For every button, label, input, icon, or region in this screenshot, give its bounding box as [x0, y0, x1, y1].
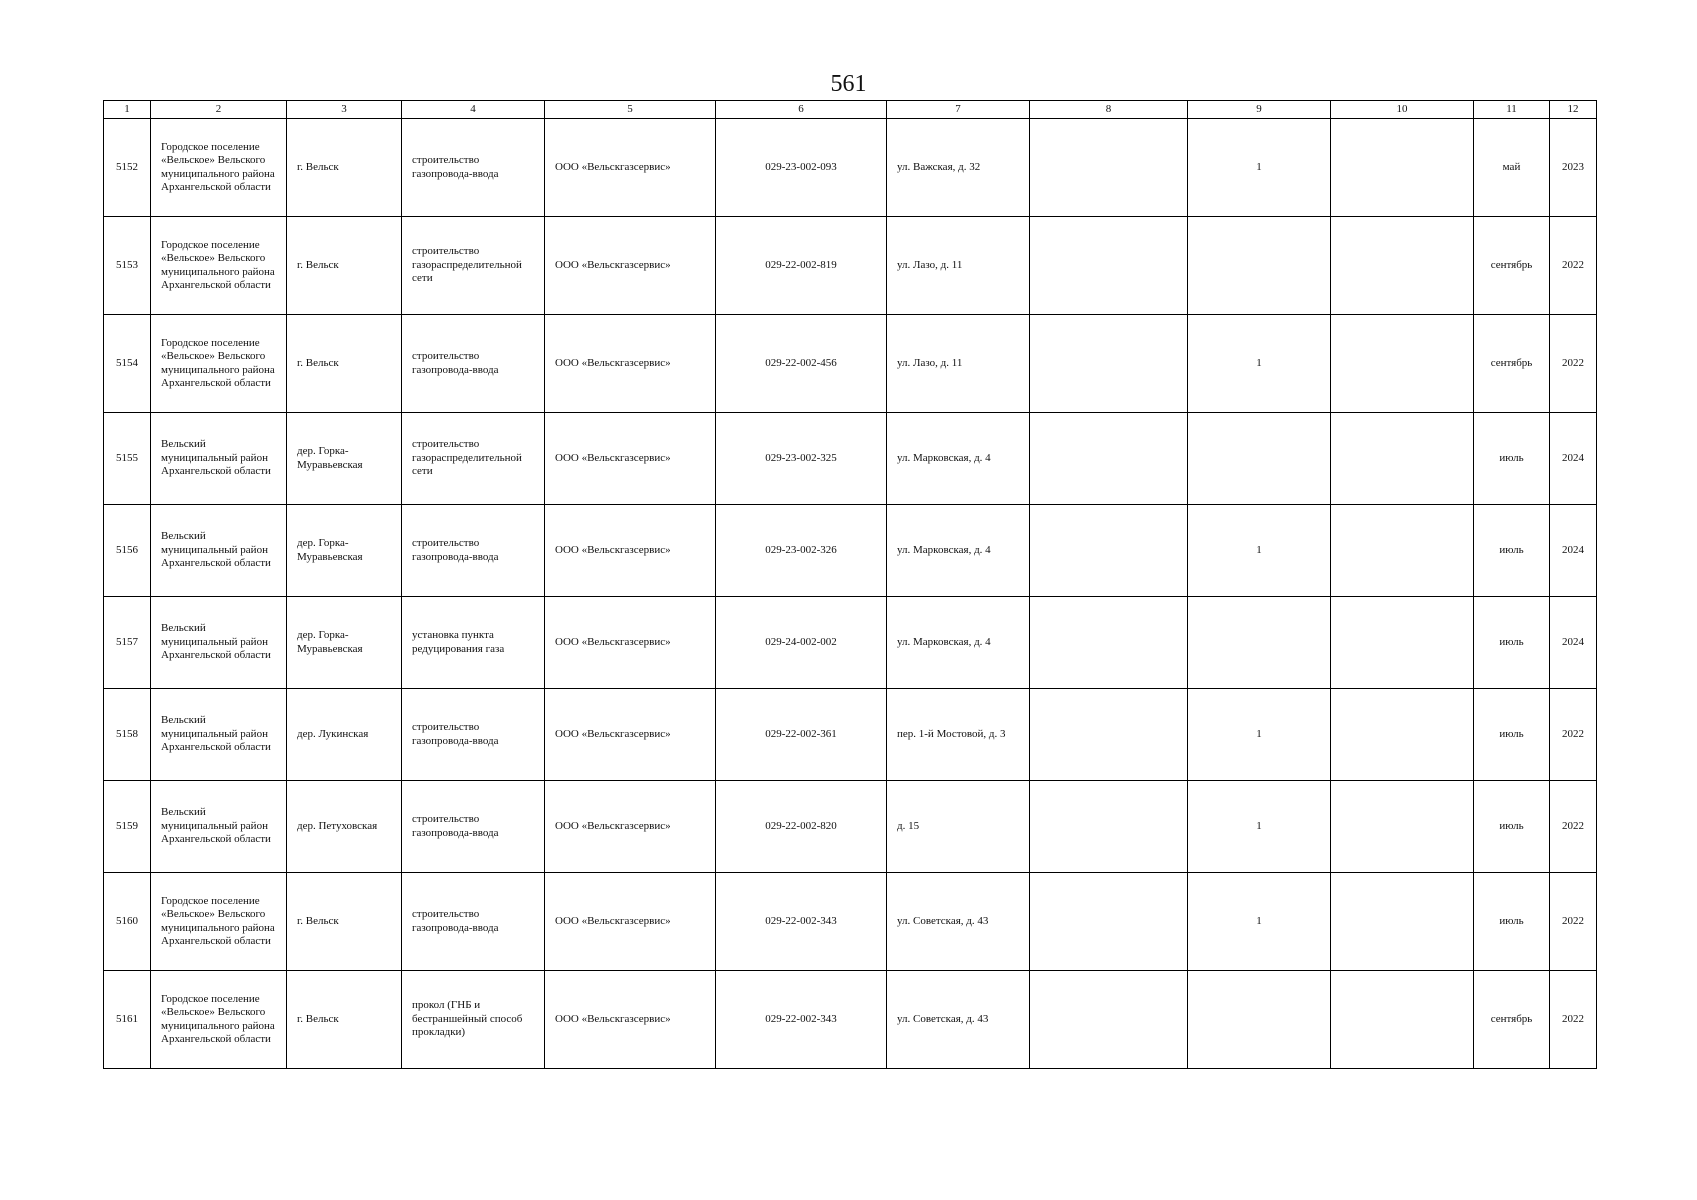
table-row [104, 119, 1597, 217]
cell-col-10 [1331, 413, 1474, 505]
cell-locality: г. Вельск [287, 971, 402, 1069]
cell-region: Городское поселение «Вельское» Вельского муниципального района Архангельской области [151, 873, 287, 971]
cell-organization: ООО «Вельскгазсервис» [545, 413, 716, 505]
cell-code: 029-22-002-361 [716, 689, 887, 781]
cell-work-type: прокол (ГНБ и бестраншейный способ прокладки) [402, 971, 545, 1069]
cell-locality: г. Вельск [287, 315, 402, 413]
cell-code: 029-22-002-819 [716, 217, 887, 315]
cell-region: Городское поселение «Вельское» Вельского муниципального района Архангельской области [151, 119, 287, 217]
cell-code: 029-22-002-343 [716, 971, 887, 1069]
cell-number: 5157 [104, 597, 151, 689]
cell-number: 5159 [104, 781, 151, 873]
cell-col-10 [1331, 971, 1474, 1069]
cell-organization: ООО «Вельскгазсервис» [545, 873, 716, 971]
table-row [104, 873, 1597, 971]
cell-address: ул. Советская, д. 43 [887, 971, 1030, 1069]
cell-col-8 [1030, 971, 1188, 1069]
header-cell: 9 [1188, 101, 1331, 119]
header-cell: 4 [402, 101, 545, 119]
cell-number: 5158 [104, 689, 151, 781]
cell-code: 029-23-002-093 [716, 119, 887, 217]
cell-month: июль [1474, 873, 1550, 971]
cell-code: 029-23-002-326 [716, 505, 887, 597]
cell-col-8 [1030, 597, 1188, 689]
table-header [104, 101, 1597, 119]
cell-month: июль [1474, 689, 1550, 781]
cell-work-type: установка пункта редуцирования газа [402, 597, 545, 689]
cell-code: 029-23-002-325 [716, 413, 887, 505]
cell-month: июль [1474, 781, 1550, 873]
cell-col-8 [1030, 781, 1188, 873]
cell-col-9: 1 [1188, 873, 1331, 971]
cell-col-9 [1188, 217, 1331, 315]
cell-month: сентябрь [1474, 971, 1550, 1069]
cell-region: Вельский муниципальный район Архангельской области [151, 597, 287, 689]
cell-region: Вельский муниципальный район Архангельской области [151, 413, 287, 505]
table-row [104, 217, 1597, 315]
cell-region: Вельский муниципальный район Архангельской области [151, 689, 287, 781]
cell-year: 2024 [1550, 597, 1597, 689]
cell-month: сентябрь [1474, 217, 1550, 315]
cell-work-type: строительство газораспределительной сети [402, 413, 545, 505]
cell-locality: г. Вельск [287, 119, 402, 217]
cell-year: 2022 [1550, 781, 1597, 873]
table-body [104, 119, 1597, 1069]
cell-col-9 [1188, 971, 1331, 1069]
data-table [103, 100, 1597, 1069]
header-cell: 2 [151, 101, 287, 119]
header-cell: 3 [287, 101, 402, 119]
cell-work-type: строительство газопровода-ввода [402, 315, 545, 413]
cell-number: 5161 [104, 971, 151, 1069]
cell-region: Вельский муниципальный район Архангельской области [151, 505, 287, 597]
cell-address: ул. Важская, д. 32 [887, 119, 1030, 217]
cell-organization: ООО «Вельскгазсервис» [545, 689, 716, 781]
cell-col-10 [1331, 873, 1474, 971]
cell-col-10 [1331, 119, 1474, 217]
table-row [104, 689, 1597, 781]
cell-year: 2022 [1550, 315, 1597, 413]
cell-col-8 [1030, 217, 1188, 315]
cell-locality: г. Вельск [287, 873, 402, 971]
cell-number: 5154 [104, 315, 151, 413]
cell-organization: ООО «Вельскгазсервис» [545, 217, 716, 315]
header-cell: 11 [1474, 101, 1550, 119]
cell-address: ул. Советская, д. 43 [887, 873, 1030, 971]
cell-code: 029-22-002-820 [716, 781, 887, 873]
table-row [104, 505, 1597, 597]
cell-number: 5152 [104, 119, 151, 217]
cell-work-type: строительство газопровода-ввода [402, 689, 545, 781]
cell-organization: ООО «Вельскгазсервис» [545, 505, 716, 597]
cell-month: июль [1474, 413, 1550, 505]
cell-month: май [1474, 119, 1550, 217]
cell-month: июль [1474, 597, 1550, 689]
table-row [104, 413, 1597, 505]
cell-col-9: 1 [1188, 781, 1331, 873]
cell-month: сентябрь [1474, 315, 1550, 413]
cell-col-9: 1 [1188, 689, 1331, 781]
cell-locality: дер. Лукинская [287, 689, 402, 781]
cell-month: июль [1474, 505, 1550, 597]
cell-locality: дер. Горка-Муравьевская [287, 413, 402, 505]
cell-col-8 [1030, 119, 1188, 217]
cell-organization: ООО «Вельскгазсервис» [545, 597, 716, 689]
cell-col-8 [1030, 873, 1188, 971]
cell-col-9: 1 [1188, 119, 1331, 217]
cell-code: 029-22-002-456 [716, 315, 887, 413]
cell-address: пер. 1-й Мостовой, д. 3 [887, 689, 1030, 781]
header-cell: 8 [1030, 101, 1188, 119]
cell-col-8 [1030, 689, 1188, 781]
cell-region: Вельский муниципальный район Архангельской области [151, 781, 287, 873]
cell-year: 2022 [1550, 971, 1597, 1069]
cell-year: 2024 [1550, 413, 1597, 505]
cell-locality: г. Вельск [287, 217, 402, 315]
cell-col-8 [1030, 315, 1188, 413]
header-cell: 7 [887, 101, 1030, 119]
cell-organization: ООО «Вельскгазсервис» [545, 315, 716, 413]
page-number: 561 [830, 71, 867, 97]
cell-locality: дер. Петуховская [287, 781, 402, 873]
cell-region: Городское поселение «Вельское» Вельского муниципального района Архангельской области [151, 971, 287, 1069]
cell-col-9: 1 [1188, 505, 1331, 597]
header-cell: 6 [716, 101, 887, 119]
cell-work-type: строительство газопровода-ввода [402, 781, 545, 873]
cell-work-type: строительство газораспределительной сети [402, 217, 545, 315]
cell-col-9 [1188, 413, 1331, 505]
cell-year: 2022 [1550, 873, 1597, 971]
cell-year: 2024 [1550, 505, 1597, 597]
cell-col-9 [1188, 597, 1331, 689]
cell-year: 2022 [1550, 217, 1597, 315]
cell-address: ул. Марковская, д. 4 [887, 413, 1030, 505]
cell-code: 029-24-002-002 [716, 597, 887, 689]
table-row [104, 597, 1597, 689]
cell-address: ул. Марковская, д. 4 [887, 597, 1030, 689]
table-row [104, 315, 1597, 413]
cell-work-type: строительство газопровода-ввода [402, 119, 545, 217]
cell-year: 2023 [1550, 119, 1597, 217]
cell-address: ул. Марковская, д. 4 [887, 505, 1030, 597]
cell-number: 5156 [104, 505, 151, 597]
cell-number: 5160 [104, 873, 151, 971]
cell-col-10 [1331, 781, 1474, 873]
cell-year: 2022 [1550, 689, 1597, 781]
table-row [104, 971, 1597, 1069]
cell-code: 029-22-002-343 [716, 873, 887, 971]
cell-address: д. 15 [887, 781, 1030, 873]
cell-organization: ООО «Вельскгазсервис» [545, 119, 716, 217]
cell-col-10 [1331, 505, 1474, 597]
cell-address: ул. Лазо, д. 11 [887, 217, 1030, 315]
cell-address: ул. Лазо, д. 11 [887, 315, 1030, 413]
cell-region: Городское поселение «Вельское» Вельского муниципального района Архангельской области [151, 315, 287, 413]
table-row [104, 781, 1597, 873]
cell-col-10 [1331, 597, 1474, 689]
cell-organization: ООО «Вельскгазсервис» [545, 971, 716, 1069]
cell-col-10 [1331, 689, 1474, 781]
cell-organization: ООО «Вельскгазсервис» [545, 781, 716, 873]
cell-work-type: строительство газопровода-ввода [402, 505, 545, 597]
cell-number: 5153 [104, 217, 151, 315]
cell-locality: дер. Горка-Муравьевская [287, 505, 402, 597]
header-cell: 5 [545, 101, 716, 119]
header-row [104, 101, 1597, 119]
cell-locality: дер. Горка-Муравьевская [287, 597, 402, 689]
header-cell: 10 [1331, 101, 1474, 119]
cell-region: Городское поселение «Вельское» Вельского муниципального района Архангельской области [151, 217, 287, 315]
cell-number: 5155 [104, 413, 151, 505]
cell-col-10 [1331, 217, 1474, 315]
cell-col-10 [1331, 315, 1474, 413]
cell-col-8 [1030, 505, 1188, 597]
header-cell: 12 [1550, 101, 1597, 119]
cell-col-9: 1 [1188, 315, 1331, 413]
header-cell: 1 [104, 101, 151, 119]
cell-work-type: строительство газопровода-ввода [402, 873, 545, 971]
cell-col-8 [1030, 413, 1188, 505]
